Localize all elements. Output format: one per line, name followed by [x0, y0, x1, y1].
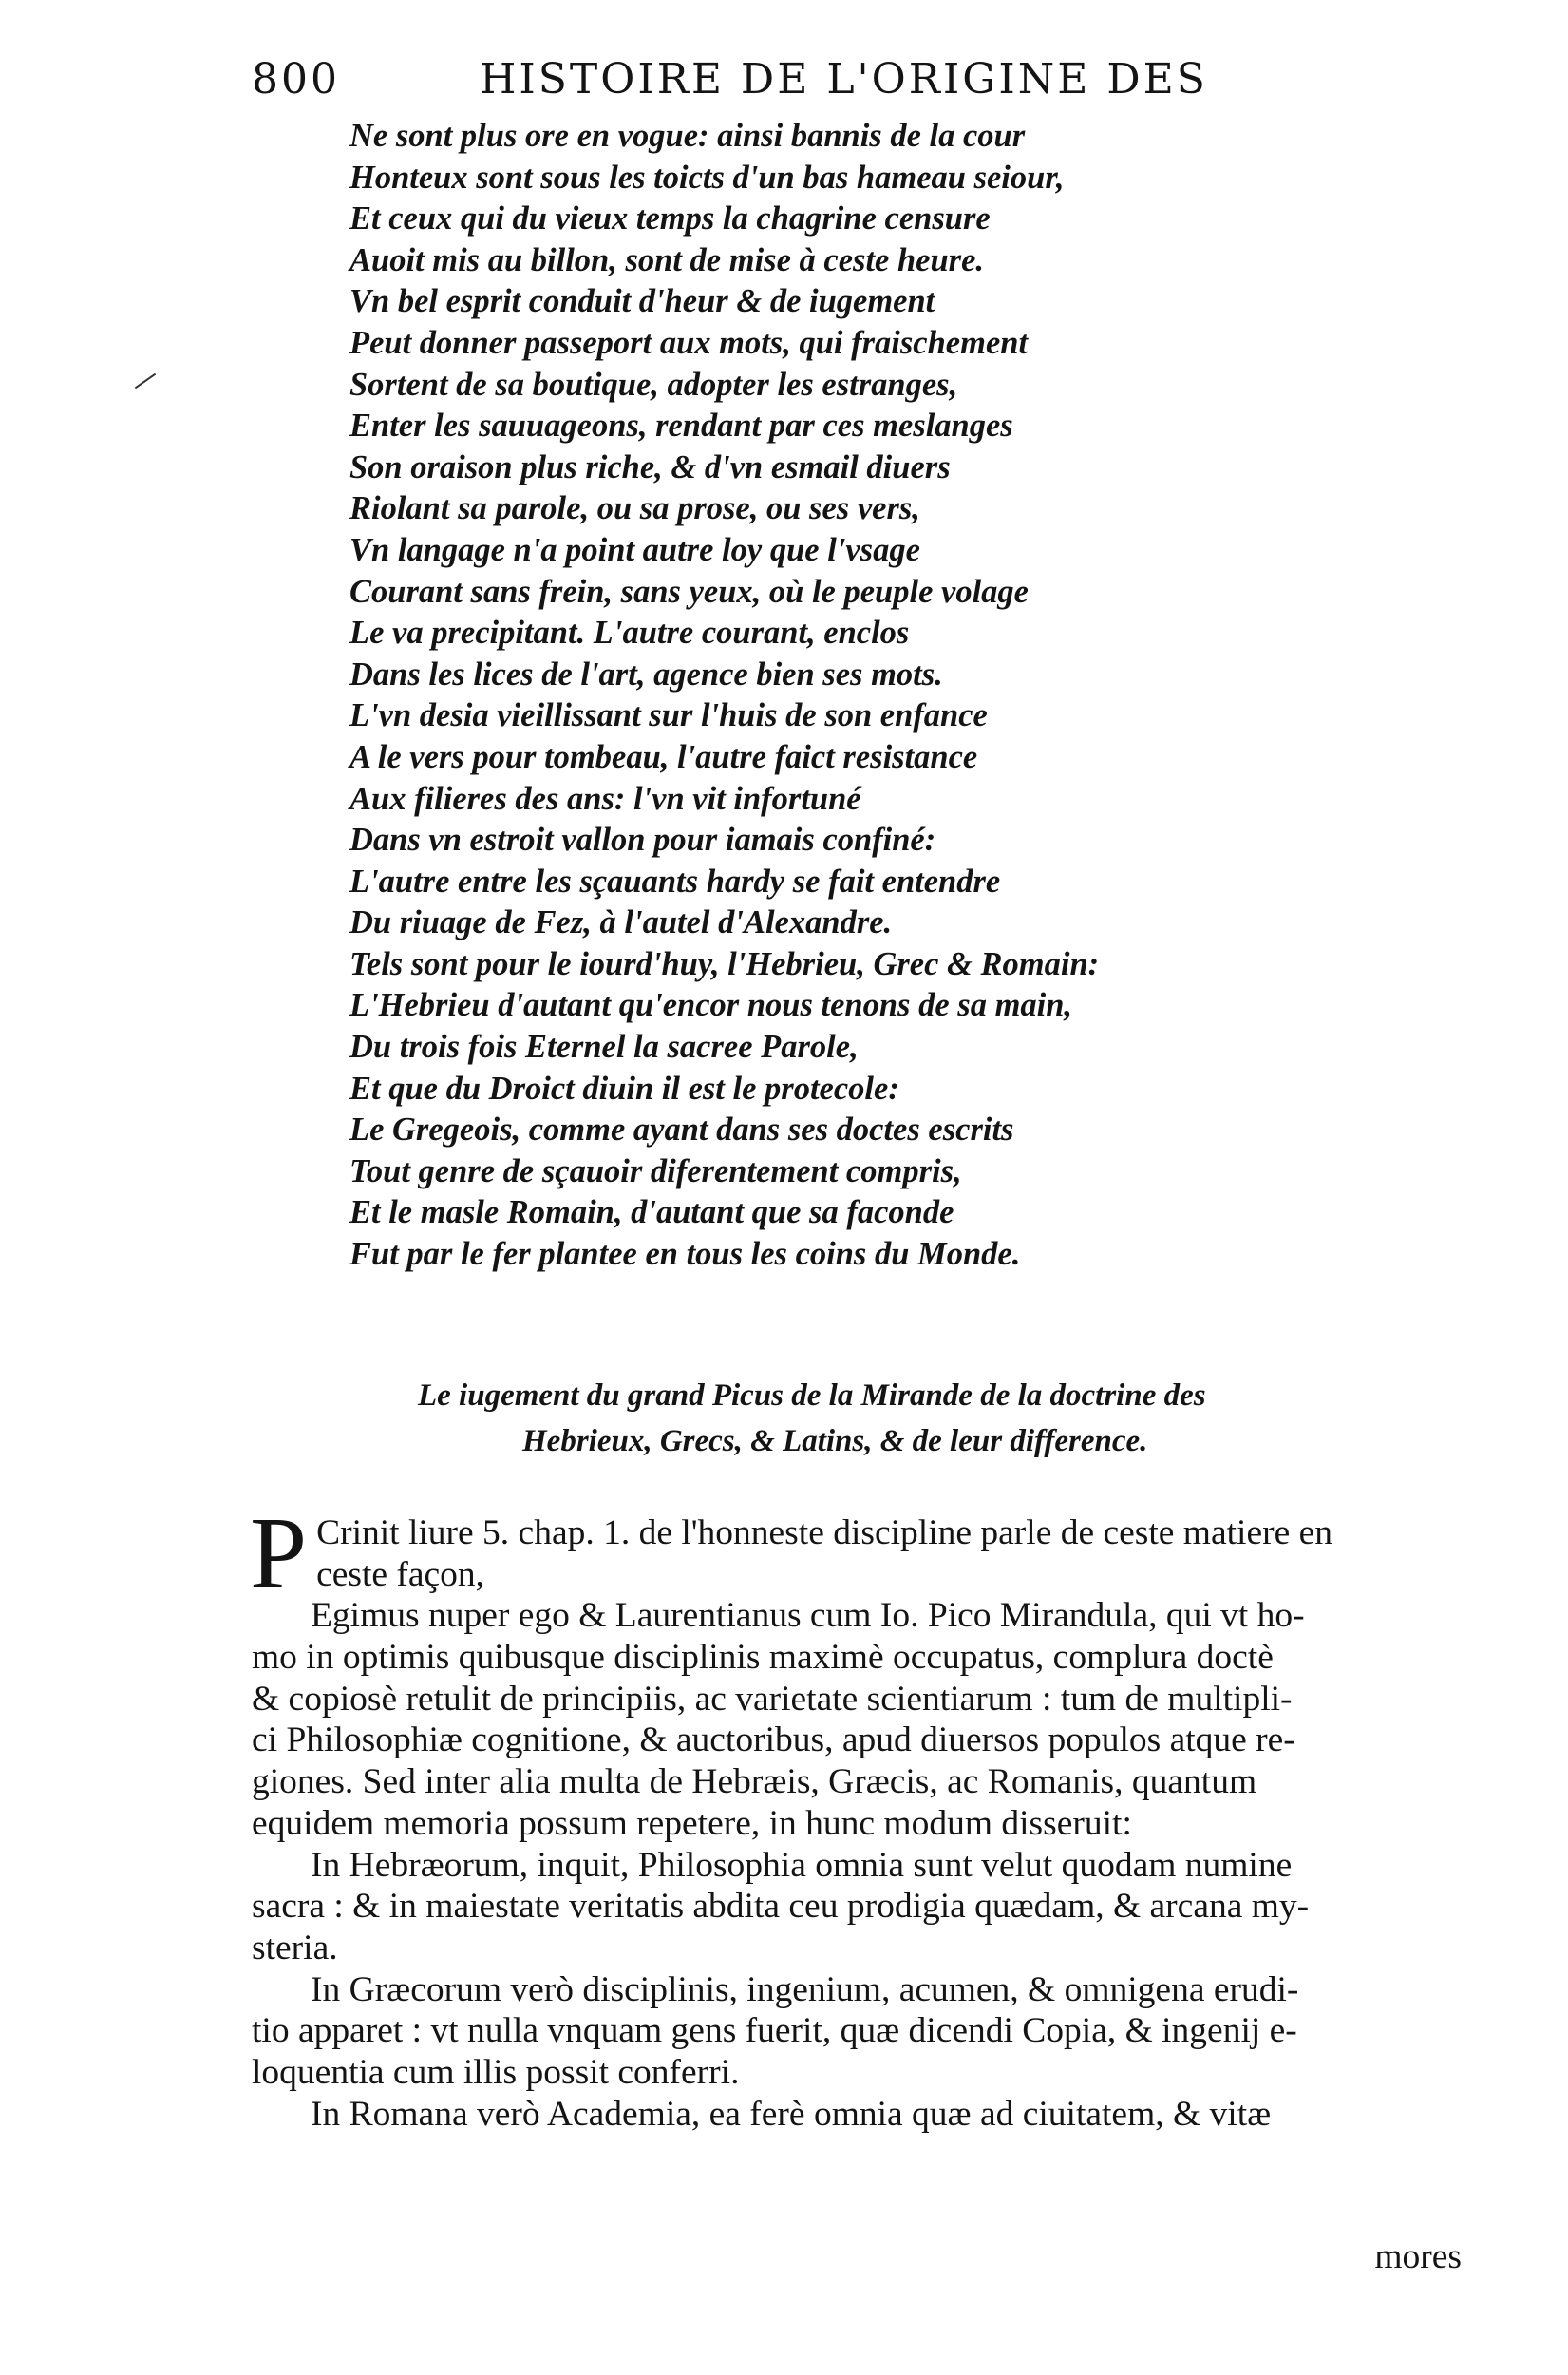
prose-block: [250, 1497, 1460, 2135]
prose-line: giones. Sed inter alia multa de Hebræis, Græcis, ac Romanis, quantum: [252, 1762, 1257, 1802]
prose-line: In Hebræorum, inquit, Philosophia omnia sunt velut quodam numine: [311, 1845, 1293, 1885]
verse-line: Riolant sa parole, ou sa prose, ou ses vers,: [349, 490, 920, 527]
verse-line: Honteux sont sous les toicts d'un bas hameau seiour,: [349, 159, 1065, 196]
prose-line: In Romana verò Academia, ea ferè omnia quæ ad ciuitatem, & vitæ: [311, 2094, 1272, 2134]
paragraph-roman: [252, 2094, 1460, 2136]
verse-line: Tout genre de sçauoir diferentement compris,: [349, 1152, 962, 1189]
section-heading-line-1: Le iugement du grand Picus de la Mirande de la doctrine des: [418, 1378, 1206, 1413]
verse-line: Vn bel esprit conduit d'heur & de iugement: [349, 283, 935, 320]
section-heading: [418, 1373, 1330, 1464]
verse-line: Aux filieres des ans: l'vn vit infortuné: [349, 780, 861, 817]
margin-mark: [135, 373, 156, 390]
prose-line: equidem memoria possum repetere, in hunc modum disseruit:: [252, 1803, 1132, 1843]
verse-line: Et que du Droict diuin il est le protecole:: [349, 1070, 899, 1107]
verse-line: Dans vn estroit vallon pour iamais confiné:: [349, 822, 936, 859]
prose-line: Crinit liure 5. chap. 1. de l'honneste discipline parle de ceste matiere en: [316, 1513, 1332, 1552]
verse-line: Et ceux qui du vieux temps la chagrine censure: [349, 200, 991, 238]
verse-line: Du trois fois Eternel la sacree Parole,: [349, 1029, 859, 1066]
running-header: [252, 55, 1249, 112]
verse-line: Courant sans frein, sans yeux, où le peuple volage: [349, 573, 1029, 610]
running-title: HISTOIRE DE L'ORIGINE DES: [480, 55, 1208, 104]
verse-line: Auoit mis au billon, sont de mise à ceste heure.: [349, 241, 985, 278]
verse-block: [349, 116, 1204, 1276]
verse-line: Tels sont pour le iourd'huy, l'Hebrieu, Grec & Romain:: [349, 945, 1100, 982]
verse-line: Sortent de sa boutique, adopter les estranges,: [349, 366, 958, 403]
prose-line: Egimus nuper ego & Laurentianus cum Io. Pico Mirandula, qui vt ho-: [311, 1596, 1305, 1636]
drop-capital: P: [250, 1497, 308, 1610]
verse-line: A le vers pour tombeau, l'autre faict resistance: [349, 738, 978, 775]
verse-line: L'autre entre les sçauants hardy se fait entendre: [349, 863, 1001, 900]
prose-line: sacra : & in maiestate veritatis abdita ceu prodigia quædam, & arcana my-: [252, 1887, 1310, 1927]
section-heading-line-2: Hebrieux, Grecs, & Latins, & de leur difference.: [522, 1424, 1148, 1458]
verse-line: Vn langage n'a point autre loy que l'vsage: [349, 531, 920, 568]
prose-line: ceste façon,: [316, 1554, 485, 1594]
verse-line: Le va precipitant. L'autre courant, enclos: [349, 615, 910, 652]
prose-line: mo in optimis quibusque disciplinis maximè occupatus, complura doctè: [252, 1638, 1274, 1678]
paragraph-pico: [252, 1595, 1460, 1844]
verse-line: Son oraison plus riche, & d'vn esmail diuers: [349, 448, 951, 485]
prose-line: ci Philosophiæ cognitione, & auctoribus, apud diuersos populos atque re-: [252, 1720, 1295, 1760]
verse-line: Ne sont plus ore en vogue: ainsi bannis de la cour: [349, 118, 1026, 154]
verse-line: Le Gregeois, comme ayant dans ses doctes escrits: [349, 1112, 1014, 1149]
verse-line: L'vn desia vieillissant sur l'huis de son enfance: [349, 697, 988, 734]
catchword: mores: [1374, 2237, 1462, 2276]
paragraph-hebrew: [252, 1845, 1460, 1969]
prose-line: tio apparet : vt nulla vnquam gens fuerit, quæ dicendi Copia, & ingenij e-: [252, 2011, 1297, 2051]
verse-line: Fut par le fer plantee en tous les coins du Monde.: [349, 1236, 1021, 1273]
prose-line: In Græcorum verò disciplinis, ingenium, acumen, & omnigena erudi-: [311, 1969, 1299, 2009]
prose-line: loquentia cum illis possit conferri.: [252, 2052, 740, 2092]
prose-line: steria.: [252, 1928, 338, 1967]
paragraph-greek: [252, 1969, 1460, 2094]
prose-line: & copiosè retulit de principiis, ac varietate scientiarum : tum de multipli-: [252, 1679, 1293, 1719]
verse-line: Dans les lices de l'art, agence bien ses mots.: [349, 656, 943, 693]
page-number: 800: [252, 55, 340, 104]
verse-line: Enter les sauuageons, rendant par ces meslanges: [349, 408, 1013, 445]
verse-line: L'Hebrieu d'autant qu'encor nous tenons de sa main,: [349, 987, 1073, 1024]
verse-line: Et le masle Romain, d'autant que sa faconde: [349, 1194, 954, 1231]
verse-line: Du riuage de Fez, à l'autel d'Alexandre.: [349, 904, 893, 941]
verse-line: Peut donner passeport aux mots, qui fraischement: [349, 324, 1029, 361]
